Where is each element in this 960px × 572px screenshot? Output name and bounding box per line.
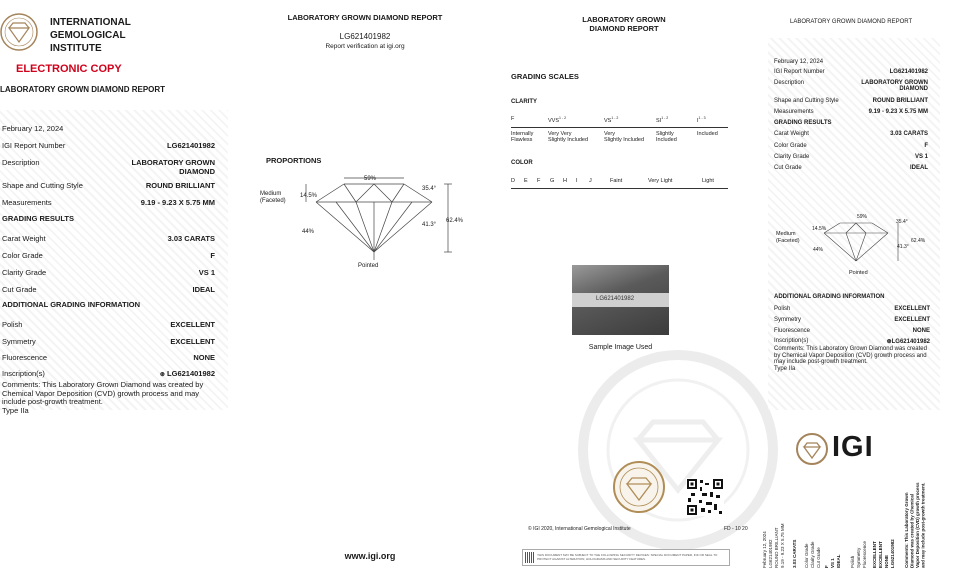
panel3-report-title	[540, 15, 708, 33]
color-letter-h: H	[563, 178, 567, 184]
watermark-seal-icon	[578, 350, 778, 550]
right-color-value: F	[924, 143, 928, 149]
left-additional-heading: ADDITIONAL GRADING INFORMATION	[2, 300, 141, 309]
sample-inscription-text: LG621401982	[596, 296, 635, 302]
right-clarity-value: VS 1	[914, 154, 928, 160]
left-panel-background	[0, 110, 228, 410]
right-carat-label: Carat Weight	[774, 131, 809, 137]
rotated-fluorescence-label: Fluorescence	[862, 540, 867, 568]
left-report-title: LABORATORY GROWN DIAMOND REPORT	[0, 85, 166, 94]
igi-gold-seal	[612, 460, 666, 514]
cut-value: IDEAL	[192, 285, 215, 294]
right-type-text: Type IIa	[774, 365, 796, 372]
right-symmetry-value: EXCELLENT	[894, 317, 930, 323]
right-proportions-diagram	[800, 215, 910, 275]
proportions-heading: PROPORTIONS	[266, 156, 322, 165]
proportion-total-depth: 62.4%	[446, 218, 464, 224]
clarity-grade-vs-sup: 1 - 2	[611, 116, 619, 120]
panel3-title-line-2: DIAMOND REPORT	[589, 24, 659, 33]
right-row-report-number	[774, 69, 928, 75]
girdle-line-2: (Faceted)	[260, 198, 286, 204]
panel2-report-title: LABORATORY GROWN DIAMOND REPORT	[287, 13, 443, 22]
cut-label: Cut Grade	[2, 285, 37, 294]
right-comments	[774, 346, 932, 372]
sample-image-caption: Sample Image Used	[588, 344, 653, 351]
shape-label: Shape and Cutting Style	[2, 181, 83, 190]
color-letter-j: J	[589, 178, 592, 184]
right-report-date: February 12, 2024	[774, 59, 824, 65]
right-proportion-girdle	[776, 231, 800, 244]
rotated-clarity-label: Clarity Grade	[810, 541, 815, 568]
color-label: Color Grade	[2, 251, 43, 260]
right-comments-text: Comments: This Laboratory Grown Diamond was created by Chemical Vapor Deposition (CVD) growth process and may include post-growth treatment.	[774, 346, 927, 365]
clarity-grade-vvs	[548, 116, 566, 124]
left-row-shape	[2, 181, 215, 190]
panel4-report-title: LABORATORY GROWN DIAMOND REPORT	[790, 19, 913, 25]
rotated-shape: ROUND BRILLIANT	[774, 527, 779, 568]
left-row-color	[2, 251, 215, 260]
security-bars-icon	[525, 552, 534, 563]
right-row-clarity	[774, 154, 928, 160]
clarity-grade-si-sup: 1 - 2	[661, 116, 669, 120]
clarity-grade-i-text: I	[697, 117, 699, 124]
right-girdle-line-1: Medium	[776, 231, 796, 237]
right-proportion-culet: Pointed	[849, 270, 868, 276]
left-row-symmetry	[2, 337, 215, 346]
clarity-scale-heading: CLARITY	[511, 99, 537, 105]
org-name-line-2: GEMOLOGICAL	[50, 30, 126, 41]
panel3-title-line-1: LABORATORY GROWN	[582, 15, 666, 24]
shape-value: ROUND BRILLIANT	[145, 181, 215, 190]
clarity-desc-vvs: Very Very Slightly Included	[548, 131, 589, 143]
rotated-measurements: 9.19 - 9.23 X 5.75 MM	[780, 523, 785, 568]
description-line-2: DIAMOND	[179, 167, 215, 176]
carat-value: 3.03 CARATS	[167, 234, 215, 243]
right-fluorescence-value: NONE	[912, 328, 930, 334]
left-row-measurements	[2, 198, 215, 207]
left-row-description	[2, 158, 215, 176]
clarity-desc-si: Slightly Included	[656, 131, 677, 143]
left-row-report-number	[2, 141, 215, 150]
left-comments	[2, 381, 212, 415]
grading-scales-heading: GRADING SCALES	[511, 72, 579, 81]
right-fluorescence-label: Fluorescence	[774, 328, 811, 334]
proportion-pavilion-depth: 44%	[302, 229, 315, 235]
right-inscription-value	[887, 338, 930, 345]
right-proportion-total-depth: 62.4%	[911, 238, 926, 244]
form-code: FD - 10 20	[724, 526, 748, 532]
inscription-value	[160, 369, 215, 378]
measurements-label: Measurements	[2, 198, 52, 207]
right-symmetry-label: Symmetry	[774, 317, 801, 323]
rotated-cut-label: Cut Grade	[816, 547, 821, 568]
right-additional-heading: ADDITIONAL GRADING INFORMATION	[774, 294, 885, 300]
right-proportion-pavilion-angle: 41.3°	[897, 244, 909, 250]
igi-seal-logo	[0, 10, 38, 54]
rotated-symmetry: EXCELLENT	[878, 541, 883, 568]
right-row-polish	[774, 306, 930, 312]
org-name-line-1: INTERNATIONAL	[50, 17, 131, 28]
left-row-fluorescence	[2, 353, 215, 362]
color-letter-i: I	[576, 178, 578, 184]
right-proportion-crown-angle: 35.4°	[896, 219, 908, 225]
left-row-carat	[2, 234, 215, 243]
right-row-shape	[774, 98, 928, 104]
right-polish-value: EXCELLENT	[894, 306, 930, 312]
right-shape-value: ROUND BRILLIANT	[872, 98, 928, 104]
right-description-value	[861, 80, 928, 92]
proportion-crown-height: 14.5%	[300, 193, 318, 199]
right-report-number-label: IGI Report Number	[774, 69, 825, 75]
right-inscription-mark-icon: ⊛	[886, 339, 892, 345]
rotated-summary-strip	[760, 482, 940, 570]
rotated-number: LG621401982	[768, 539, 773, 568]
right-color-label: Color Grade	[774, 143, 807, 149]
proportion-culet: Pointed	[358, 263, 379, 269]
color-desc-light: Light	[702, 178, 714, 184]
fluorescence-label: Fluorescence	[2, 353, 48, 362]
security-disclaimer	[522, 549, 730, 566]
clarity-grade-vvs-text: VVS	[548, 117, 560, 124]
polish-label: Polish	[2, 320, 23, 329]
measurements-value: 9.19 - 9.23 X 5.75 MM	[140, 198, 215, 207]
report-number-value: LG621401982	[167, 141, 215, 150]
color-letter-f: F	[537, 178, 541, 184]
girdle-line-1: Medium	[260, 191, 282, 197]
type-text: Type IIa	[2, 405, 29, 415]
clarity-scale-line	[511, 127, 728, 128]
website-footer: www.igi.org	[344, 551, 396, 561]
rotated-comments: Comments: This Laboratory Grown Diamond was created by Chemical Vapor Deposition (CVD) growth process and may include post-growth treatment.	[904, 482, 926, 568]
copyright-text: © IGI 2020, International Gemological Institute	[528, 526, 631, 532]
right-carat-value: 3.03 CARATS	[890, 131, 928, 137]
rotated-clarity: VS 1	[830, 558, 835, 568]
right-grading-results-heading: GRADING RESULTS	[774, 120, 832, 126]
rotated-cut: IDEAL	[836, 554, 841, 568]
right-row-inscription	[774, 338, 930, 345]
description-value	[132, 158, 215, 176]
clarity-value: VS 1	[198, 268, 215, 277]
color-scale-heading: COLOR	[511, 160, 533, 166]
rotated-symmetry-label: Symmetry	[856, 547, 861, 568]
right-clarity-label: Clarity Grade	[774, 154, 810, 160]
right-measurements-value: 9.19 - 9.23 X 5.75 MM	[868, 109, 928, 115]
color-scale-line	[511, 188, 728, 189]
rotated-polish-label: Polish	[850, 555, 855, 568]
clarity-grade-si-text: SI	[656, 117, 662, 124]
right-measurements-label: Measurements	[774, 109, 814, 115]
inscription-label: Inscription(s)	[2, 369, 45, 378]
proportion-pavilion-angle: 41.3°	[422, 222, 437, 228]
org-name	[50, 16, 131, 55]
description-line-1: LABORATORY GROWN	[131, 158, 215, 167]
report-number-label: IGI Report Number	[2, 141, 66, 150]
clarity-grade-si	[656, 116, 668, 124]
clarity-desc-i: Included	[697, 131, 718, 137]
right-proportion-pavilion-depth: 44%	[813, 247, 824, 253]
panel2-verification: Report verification at igi.org	[325, 43, 405, 50]
right-proportion-table: 59%	[857, 214, 868, 220]
color-desc-very-light: Very Light	[648, 178, 673, 184]
right-description-label: Description	[774, 80, 805, 86]
disclaimer-text: THIS DOCUMENT MAY BE SUBJECT TO THE FOLLOWING SECURITY DEVICES: SPECIAL DOCUMENT PAPER, INK OR SEAL TO PROTECT AGAINST ALTERATION; HOLOGRAMS AND SECURITY FEATURES.	[537, 552, 718, 561]
electronic-copy-label: ELECTRONIC COPY	[16, 63, 122, 75]
inscription-mark-icon: ⊛	[159, 372, 165, 378]
color-letter-d: D	[511, 178, 515, 184]
sample-inscription-image	[572, 265, 669, 335]
carat-label: Carat Weight	[2, 234, 46, 243]
rotated-color: F	[824, 565, 829, 568]
clarity-label: Clarity Grade	[2, 268, 47, 277]
rotated-carat: 3.03 CARATS	[792, 539, 797, 568]
right-inscription-label: Inscription(s)	[774, 338, 809, 344]
proportion-table: 59%	[364, 176, 377, 182]
right-row-measurements	[774, 109, 928, 115]
clarity-grade-vs-text: VS	[604, 117, 612, 124]
right-row-description	[774, 80, 928, 92]
panel2-report-number: LG621401982	[339, 32, 391, 41]
clarity-grade-i	[697, 116, 706, 124]
rotated-color-label: Color Grade	[804, 543, 809, 568]
right-girdle-line-2: (Faceted)	[776, 237, 800, 244]
right-inscription-text: LG621401982	[891, 339, 930, 345]
color-letter-e: E	[524, 178, 528, 184]
rotated-date: February 12, 2024	[762, 531, 767, 568]
org-name-line-3: INSTITUTE	[50, 43, 102, 54]
right-row-carat	[774, 131, 928, 137]
color-letter-g: G	[550, 178, 555, 184]
right-cut-label: Cut Grade	[774, 165, 802, 171]
inscription-text: LG621401982	[167, 369, 215, 378]
polish-value: EXCELLENT	[170, 320, 215, 329]
left-report-date: February 12, 2024	[2, 124, 64, 133]
proportion-girdle	[260, 191, 286, 205]
right-row-symmetry	[774, 317, 930, 323]
left-row-polish	[2, 320, 215, 329]
clarity-grade-vs	[604, 116, 618, 124]
comments-text: Comments: This Laboratory Grown Diamond was created by Chemical Vapor Deposition (CVD) growth process and may include post-growth treatment.	[2, 380, 204, 406]
right-cut-value: IDEAL	[910, 165, 928, 171]
color-value: F	[210, 251, 215, 260]
left-row-inscription	[2, 369, 215, 378]
right-row-cut	[774, 165, 928, 171]
right-description-line-2: DIAMOND	[899, 86, 928, 92]
rotated-fluorescence: NONE	[884, 554, 889, 568]
igi-logo-text: IGI	[832, 431, 874, 463]
description-label: Description	[2, 158, 40, 167]
clarity-grade-f: F	[511, 116, 515, 122]
rotated-inscription: LG621401982	[890, 539, 895, 568]
clarity-grade-vvs-sup: 1 - 2	[559, 116, 567, 120]
left-row-clarity	[2, 268, 215, 277]
symmetry-label: Symmetry	[2, 337, 36, 346]
color-desc-faint: Faint	[610, 178, 623, 184]
proportion-crown-angle: 35.4°	[422, 186, 437, 192]
right-description-line-1: LABORATORY GROWN	[861, 80, 928, 86]
symmetry-value: EXCELLENT	[170, 337, 215, 346]
right-row-fluorescence	[774, 328, 930, 334]
qr-code-icon	[686, 478, 724, 516]
right-proportion-crown-height: 14.5%	[812, 226, 827, 232]
clarity-desc-vs: Very Slightly Included	[604, 131, 645, 143]
clarity-desc-if: Internally Flawless	[511, 131, 534, 143]
fluorescence-value: NONE	[193, 353, 215, 362]
right-report-number-value: LG621401982	[889, 69, 928, 75]
left-row-cut	[2, 285, 215, 294]
right-shape-label: Shape and Cutting Style	[774, 98, 839, 104]
igi-seal-small-icon	[796, 433, 828, 465]
right-row-color	[774, 143, 928, 149]
left-grading-results-heading: GRADING RESULTS	[2, 214, 74, 223]
rotated-polish: EXCELLENT	[872, 541, 877, 568]
right-polish-label: Polish	[774, 306, 791, 312]
clarity-grade-i-sup: 1 - 3	[698, 116, 706, 120]
